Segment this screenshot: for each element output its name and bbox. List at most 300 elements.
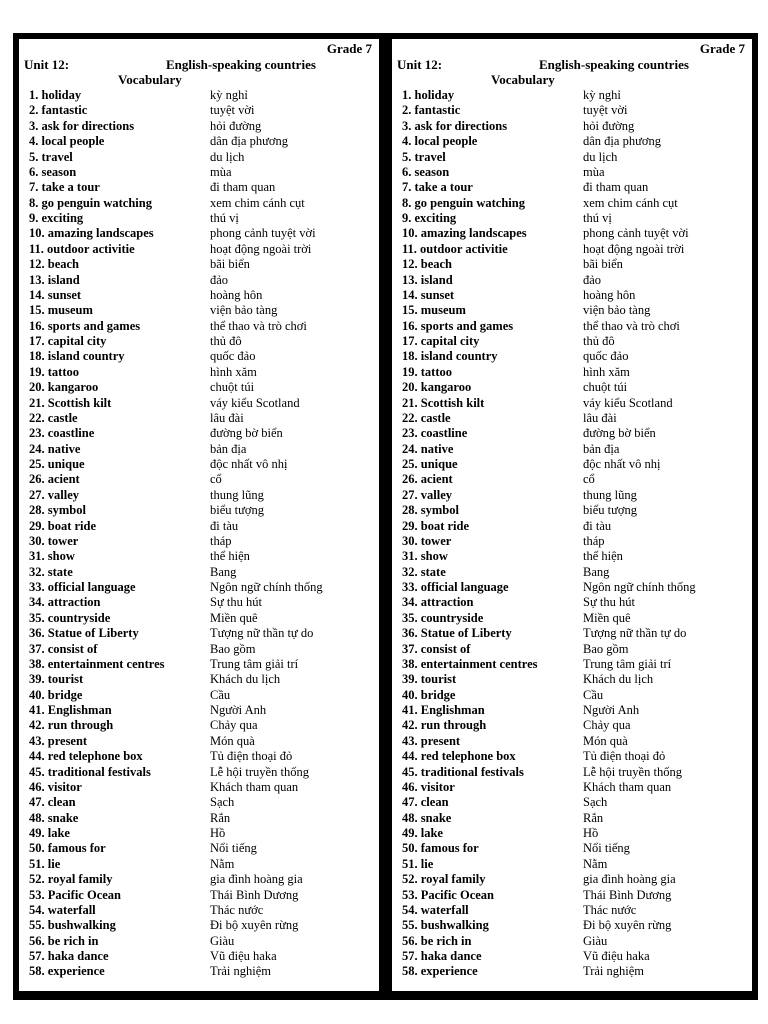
vietnamese-meaning: hoạt động ngoài trời	[210, 241, 312, 256]
english-term: 28. symbol	[402, 503, 459, 518]
english-term: 45. traditional festivals	[29, 764, 151, 779]
english-term: 16. sports and games	[402, 318, 514, 333]
word-row	[402, 765, 748, 780]
vietnamese-meaning: Khách du lịch	[210, 672, 281, 687]
vietnamese-meaning: thủ đô	[583, 334, 615, 348]
word-row	[29, 565, 375, 580]
vietnamese-meaning: đường bờ biển	[210, 426, 283, 441]
word-row	[29, 165, 375, 180]
vietnamese-meaning: Trung tâm giải trí	[583, 656, 672, 671]
vietnamese-meaning: thủ đô	[210, 334, 242, 348]
unit-title: English-speaking countries	[166, 57, 316, 72]
word-row	[402, 519, 748, 534]
english-term: 26. acient	[29, 472, 80, 487]
vietnamese-meaning: Nổi tiếng	[210, 841, 257, 856]
english-term: 29. boat ride	[29, 518, 97, 533]
vietnamese-meaning: đi tham quan	[583, 180, 649, 195]
vietnamese-meaning: cổ	[210, 472, 222, 487]
english-term: 33. official language	[402, 580, 509, 594]
word-row	[402, 903, 748, 918]
english-term: 36. Statue of Liberty	[402, 626, 512, 641]
vietnamese-meaning: bản địa	[583, 441, 620, 456]
english-term: 31. show	[29, 549, 75, 564]
vietnamese-meaning: hoạt động ngoài trời	[583, 241, 685, 256]
vietnamese-meaning: Bang	[210, 564, 237, 579]
english-term: 31. show	[402, 549, 448, 564]
english-term: 38. entertainment centres	[402, 656, 538, 671]
word-row	[402, 349, 748, 364]
word-row	[402, 196, 748, 211]
vietnamese-meaning: viện bảo tàng	[583, 303, 651, 318]
english-term: 27. valley	[402, 487, 452, 502]
english-term: 23. coastline	[29, 426, 95, 441]
unit-title: English-speaking countries	[539, 57, 689, 72]
word-row	[402, 180, 748, 195]
vietnamese-meaning: Sạch	[210, 795, 235, 810]
english-term: 11. outdoor activitie	[402, 241, 508, 256]
english-term: 6. season	[402, 164, 450, 179]
english-term: 12. beach	[29, 257, 79, 272]
word-row	[402, 226, 748, 241]
english-term: 54. waterfall	[29, 902, 96, 917]
vocabulary-panel-left	[19, 39, 379, 991]
word-row	[402, 380, 748, 395]
vietnamese-meaning: Người Anh	[583, 703, 640, 717]
vietnamese-meaning: Nằm	[210, 856, 235, 871]
vietnamese-meaning: hoàng hôn	[583, 287, 636, 302]
word-row	[402, 580, 748, 595]
word-row	[402, 888, 748, 903]
vietnamese-meaning: quốc đảo	[583, 349, 629, 364]
english-term: 47. clean	[402, 795, 449, 810]
english-term: 23. coastline	[402, 426, 468, 441]
word-row	[402, 595, 748, 610]
vietnamese-meaning: biểu tượng	[210, 503, 265, 518]
english-term: 1. holiday	[402, 88, 455, 102]
english-term: 12. beach	[402, 257, 452, 272]
vietnamese-meaning: Đi bộ xuyên rừng	[210, 918, 299, 933]
vietnamese-meaning: Bao gồm	[210, 641, 256, 656]
english-term: 15. museum	[402, 303, 466, 318]
english-term: 30. tower	[29, 533, 79, 548]
word-list	[402, 88, 748, 980]
word-row	[402, 841, 748, 856]
word-row	[402, 319, 748, 334]
vietnamese-meaning: Trải nghiệm	[583, 964, 644, 979]
english-term: 39. tourist	[402, 672, 457, 687]
word-row	[402, 718, 748, 733]
vietnamese-meaning: phong cảnh tuyệt vời	[210, 226, 316, 241]
english-term: 32. state	[29, 564, 73, 579]
vietnamese-meaning: Cầu	[583, 687, 604, 702]
word-row	[402, 472, 748, 487]
vietnamese-meaning: du lịch	[583, 149, 618, 164]
word-row	[29, 857, 375, 872]
vietnamese-meaning: Đi bộ xuyên rừng	[583, 918, 672, 933]
word-row	[29, 196, 375, 211]
word-list	[29, 88, 375, 980]
word-row	[29, 426, 375, 441]
vietnamese-meaning: đi tàu	[583, 518, 612, 533]
english-term: 5. travel	[29, 149, 73, 164]
word-row	[29, 226, 375, 241]
vietnamese-meaning: Thái Bình Dương	[210, 887, 299, 902]
word-row	[29, 242, 375, 257]
vietnamese-meaning: Sạch	[583, 795, 608, 810]
word-row	[29, 934, 375, 949]
vietnamese-meaning: tuyệt vời	[583, 103, 628, 118]
vietnamese-meaning: Người Anh	[210, 703, 267, 717]
english-term: 10. amazing landscapes	[29, 226, 154, 241]
english-term: 15. museum	[29, 303, 93, 318]
word-row	[29, 734, 375, 749]
unit-label: Unit 12:	[397, 57, 443, 72]
english-term: 2. fantastic	[402, 103, 461, 118]
english-term: 22. castle	[29, 410, 78, 425]
english-term: 7. take a tour	[29, 180, 100, 195]
vocabulary-heading: Vocabulary	[491, 72, 555, 87]
vietnamese-meaning: Hồ	[583, 826, 599, 840]
english-term: 22. castle	[402, 410, 451, 425]
english-term: 44. red telephone box	[402, 749, 516, 764]
english-term: 24. native	[29, 441, 81, 456]
vietnamese-meaning: đi tham quan	[210, 180, 276, 195]
word-row	[402, 672, 748, 687]
word-row	[29, 88, 375, 103]
word-row	[402, 365, 748, 380]
vietnamese-meaning: phong cảnh tuyệt vời	[583, 226, 689, 241]
word-row	[29, 211, 375, 226]
vietnamese-meaning: Tượng nữ thần tự do	[210, 626, 314, 641]
word-row	[29, 872, 375, 887]
word-row	[402, 565, 748, 580]
english-term: 41. Englishman	[29, 703, 112, 717]
english-term: 1. holiday	[29, 88, 82, 102]
vietnamese-meaning: cổ	[583, 472, 595, 487]
english-term: 13. island	[402, 272, 453, 287]
word-row	[29, 319, 375, 334]
vietnamese-meaning: thể hiện	[583, 549, 623, 564]
vietnamese-meaning: kỳ nghỉ	[583, 88, 621, 102]
english-term: 20. kangaroo	[29, 380, 99, 395]
vietnamese-meaning: Hồ	[210, 826, 226, 840]
word-row	[29, 180, 375, 195]
word-row	[402, 134, 748, 149]
english-term: 47. clean	[29, 795, 76, 810]
vietnamese-meaning: Thác nước	[583, 902, 637, 917]
word-row	[29, 503, 375, 518]
vietnamese-meaning: bãi biển	[583, 257, 623, 272]
english-term: 18. island country	[29, 349, 125, 364]
word-row	[29, 442, 375, 457]
word-row	[402, 426, 748, 441]
word-row	[29, 580, 375, 595]
vietnamese-meaning: thung lũng	[210, 487, 264, 502]
word-row	[402, 396, 748, 411]
vietnamese-meaning: hoàng hôn	[210, 287, 263, 302]
english-term: 19. tattoo	[402, 364, 452, 379]
word-row	[402, 88, 748, 103]
word-row	[402, 242, 748, 257]
word-row	[29, 780, 375, 795]
english-term: 52. royal family	[402, 872, 486, 887]
vietnamese-meaning: Khách tham quan	[583, 779, 672, 794]
word-row	[402, 703, 748, 718]
vietnamese-meaning: Thác nước	[210, 902, 264, 917]
word-row	[402, 534, 748, 549]
word-row	[29, 472, 375, 487]
english-term: 51. lie	[29, 856, 61, 871]
vietnamese-meaning: viện bảo tàng	[210, 303, 278, 318]
word-row	[402, 457, 748, 472]
word-row	[402, 611, 748, 626]
english-term: 56. be rich in	[402, 933, 472, 948]
english-term: 16. sports and games	[29, 318, 141, 333]
word-row	[29, 888, 375, 903]
english-term: 46. visitor	[402, 779, 455, 794]
word-row	[29, 703, 375, 718]
vietnamese-meaning: Bao gồm	[583, 641, 629, 656]
vietnamese-meaning: xem chim cánh cụt	[210, 195, 305, 210]
word-row	[402, 811, 748, 826]
english-term: 58. experience	[402, 964, 478, 979]
word-row	[29, 150, 375, 165]
word-row	[29, 811, 375, 826]
vietnamese-meaning: Tượng nữ thần tự do	[583, 626, 687, 641]
english-term: 8. go penguin watching	[402, 195, 525, 210]
word-row	[29, 749, 375, 764]
english-term: 4. local people	[402, 134, 478, 149]
english-term: 14. sunset	[29, 287, 82, 302]
vietnamese-meaning: Rắn	[210, 810, 231, 825]
english-term: 37. consist of	[29, 641, 98, 656]
vietnamese-meaning: quốc đảo	[210, 349, 256, 364]
word-row	[402, 857, 748, 872]
word-row	[29, 134, 375, 149]
word-row	[402, 780, 748, 795]
english-term: 34. attraction	[402, 595, 474, 610]
vietnamese-meaning: Khách du lịch	[583, 672, 654, 687]
english-term: 25. unique	[402, 457, 458, 471]
vietnamese-meaning: hình xăm	[583, 364, 630, 379]
english-term: 18. island country	[402, 349, 498, 364]
word-row	[29, 903, 375, 918]
vietnamese-meaning: Miền quê	[210, 610, 258, 625]
english-term: 17. capital city	[402, 334, 480, 348]
english-term: 42. run through	[29, 718, 114, 733]
english-term: 21. Scottish kilt	[402, 395, 485, 410]
english-term: 27. valley	[29, 487, 79, 502]
english-term: 10. amazing landscapes	[402, 226, 527, 241]
word-row	[29, 964, 375, 979]
vietnamese-meaning: Tủ điện thoại đỏ	[210, 749, 293, 764]
word-row	[29, 918, 375, 933]
vietnamese-meaning: lâu đài	[583, 410, 617, 425]
vietnamese-meaning: Thái Bình Dương	[583, 887, 672, 902]
vietnamese-meaning: hình xăm	[210, 364, 257, 379]
english-term: 3. ask for directions	[29, 118, 135, 133]
vietnamese-meaning: Khách tham quan	[210, 779, 299, 794]
word-row	[402, 918, 748, 933]
word-row	[402, 503, 748, 518]
vietnamese-meaning: thể hiện	[210, 549, 250, 564]
english-term: 35. countryside	[402, 610, 484, 625]
vietnamese-meaning: gia đình hoàng gia	[210, 872, 303, 887]
word-row	[402, 211, 748, 226]
grade-label: Grade 7	[326, 41, 372, 56]
vocabulary-heading: Vocabulary	[118, 72, 182, 87]
vietnamese-meaning: Trải nghiệm	[210, 964, 271, 979]
word-row	[402, 964, 748, 979]
vietnamese-meaning: chuột túi	[210, 380, 255, 395]
vietnamese-meaning: độc nhất vô nhị	[583, 457, 661, 471]
word-row	[402, 288, 748, 303]
word-row	[29, 841, 375, 856]
english-term: 39. tourist	[29, 672, 84, 687]
vietnamese-meaning: Nổi tiếng	[583, 841, 630, 856]
word-row	[402, 642, 748, 657]
vietnamese-meaning: biểu tượng	[583, 503, 638, 518]
word-row	[29, 288, 375, 303]
word-row	[29, 611, 375, 626]
word-row	[402, 411, 748, 426]
vietnamese-meaning: bản địa	[210, 441, 247, 456]
word-row	[29, 519, 375, 534]
word-row	[29, 257, 375, 272]
english-term: 3. ask for directions	[402, 118, 508, 133]
vietnamese-meaning: thú vị	[210, 211, 239, 225]
vietnamese-meaning: du lịch	[210, 149, 245, 164]
word-row	[402, 119, 748, 134]
word-row	[29, 549, 375, 564]
word-row	[29, 595, 375, 610]
word-row	[402, 488, 748, 503]
word-row	[402, 103, 748, 118]
word-row	[29, 718, 375, 733]
word-row	[402, 749, 748, 764]
word-row	[402, 273, 748, 288]
english-term: 2. fantastic	[29, 103, 88, 118]
word-row	[402, 626, 748, 641]
vietnamese-meaning: Giàu	[583, 933, 608, 948]
vietnamese-meaning: Chảy qua	[210, 718, 258, 733]
vietnamese-meaning: Giàu	[210, 933, 235, 948]
english-term: 43. present	[402, 733, 461, 748]
word-row	[29, 672, 375, 687]
vietnamese-meaning: kỳ nghỉ	[210, 88, 248, 102]
vietnamese-meaning: Sự thu hút	[210, 595, 262, 610]
word-row	[402, 657, 748, 672]
vietnamese-meaning: độc nhất vô nhị	[210, 457, 288, 471]
vietnamese-meaning: đi tàu	[210, 518, 239, 533]
vietnamese-meaning: Vũ điệu haka	[210, 949, 277, 963]
english-term: 35. countryside	[29, 610, 111, 625]
vietnamese-meaning: Nằm	[583, 856, 608, 871]
english-term: 33. official language	[29, 580, 136, 594]
vietnamese-meaning: Bang	[583, 564, 610, 579]
word-row	[29, 688, 375, 703]
vietnamese-meaning: đường bờ biển	[583, 426, 656, 441]
word-row	[402, 872, 748, 887]
english-term: 48. snake	[29, 810, 79, 825]
vietnamese-meaning: Ngôn ngữ chính thống	[583, 580, 696, 594]
vietnamese-meaning: thú vị	[583, 211, 612, 225]
vocabulary-panel-right	[392, 39, 752, 991]
vietnamese-meaning: dân địa phương	[210, 134, 288, 149]
vietnamese-meaning: đảo	[210, 272, 229, 287]
word-row	[402, 826, 748, 841]
english-term: 36. Statue of Liberty	[29, 626, 139, 641]
vietnamese-meaning: bãi biển	[210, 257, 250, 272]
english-term: 49. lake	[29, 826, 70, 840]
english-term: 48. snake	[402, 810, 452, 825]
word-row	[29, 795, 375, 810]
english-term: 38. entertainment centres	[29, 656, 165, 671]
vietnamese-meaning: thung lũng	[583, 487, 637, 502]
english-term: 7. take a tour	[402, 180, 473, 195]
word-row	[402, 949, 748, 964]
vietnamese-meaning: Lễ hội truyền thống	[583, 764, 682, 779]
word-row	[402, 549, 748, 564]
english-term: 45. traditional festivals	[402, 764, 524, 779]
vietnamese-meaning: Rắn	[583, 810, 604, 825]
word-row	[402, 734, 748, 749]
word-row	[29, 411, 375, 426]
english-term: 13. island	[29, 272, 80, 287]
english-term: 6. season	[29, 164, 77, 179]
english-term: 50. famous for	[29, 841, 106, 856]
english-term: 17. capital city	[29, 334, 107, 348]
word-row	[29, 303, 375, 318]
word-row	[402, 150, 748, 165]
english-term: 55. bushwalking	[402, 918, 489, 933]
word-row	[29, 380, 375, 395]
english-term: 14. sunset	[402, 287, 455, 302]
vietnamese-meaning: hỏi đường	[583, 118, 635, 133]
word-row	[402, 934, 748, 949]
word-row	[29, 626, 375, 641]
vocabulary-sheet	[13, 33, 758, 1000]
vietnamese-meaning: thể thao và trò chơi	[210, 318, 307, 333]
word-row	[29, 119, 375, 134]
english-term: 21. Scottish kilt	[29, 395, 112, 410]
word-row	[29, 949, 375, 964]
word-row	[402, 303, 748, 318]
vietnamese-meaning: Cầu	[210, 687, 231, 702]
word-row	[402, 334, 748, 349]
word-row	[29, 534, 375, 549]
vietnamese-meaning: tuyệt vời	[210, 103, 255, 118]
english-term: 51. lie	[402, 856, 434, 871]
word-row	[29, 273, 375, 288]
english-term: 44. red telephone box	[29, 749, 143, 764]
english-term: 40. bridge	[402, 687, 456, 702]
english-term: 42. run through	[402, 718, 487, 733]
vietnamese-meaning: mùa	[583, 164, 605, 179]
vietnamese-meaning: đảo	[583, 272, 602, 287]
english-term: 24. native	[402, 441, 454, 456]
vietnamese-meaning: tháp	[210, 533, 232, 548]
word-row	[402, 688, 748, 703]
vietnamese-meaning: dân địa phương	[583, 134, 661, 149]
vietnamese-meaning: Sự thu hút	[583, 595, 635, 610]
english-term: 58. experience	[29, 964, 105, 979]
word-row	[29, 349, 375, 364]
word-row	[402, 795, 748, 810]
english-term: 26. acient	[402, 472, 453, 487]
vietnamese-meaning: lâu đài	[210, 410, 244, 425]
english-term: 5. travel	[402, 149, 446, 164]
